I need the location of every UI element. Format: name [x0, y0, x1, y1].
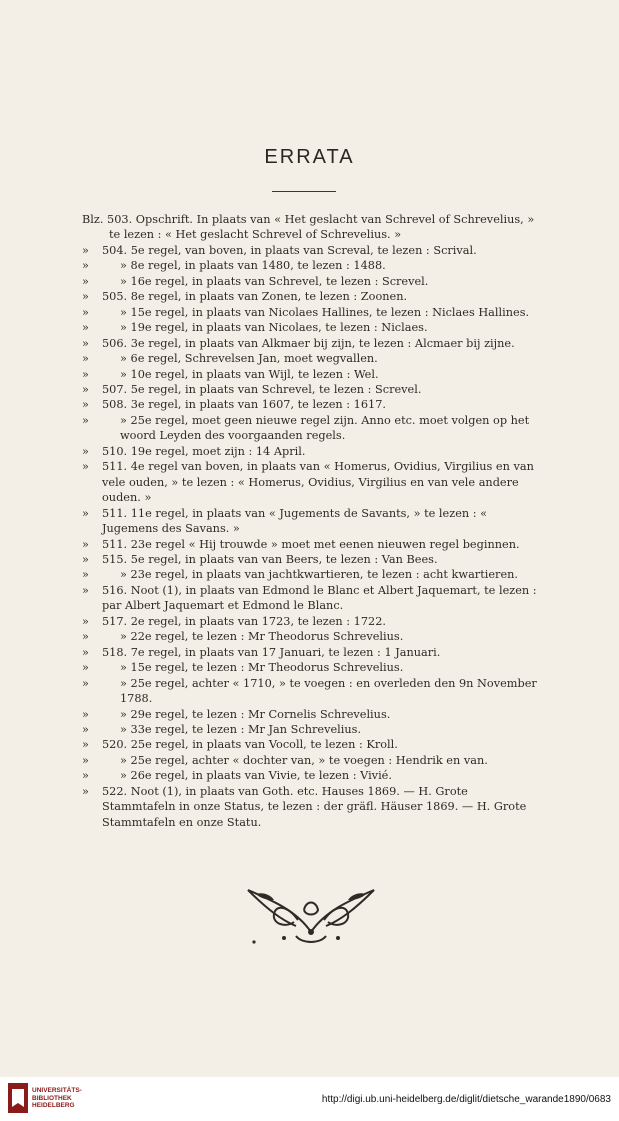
errata-entry [82, 707, 537, 722]
errata-entry [82, 506, 537, 537]
errata-entry [82, 444, 537, 459]
ditto-marker: » [82, 753, 89, 767]
source-url[interactable]: http://digi.ub.uni-heidelberg.de/diglit/dietsche_warande1890/0683 [321, 1094, 611, 1105]
errata-text: 510. 19e regel, moet zijn : 14 April. [102, 444, 306, 458]
ditto-marker: » [82, 552, 89, 566]
errata-text: 520. 25e regel, in plaats van Vocoll, te lezen : Kroll. [102, 738, 398, 752]
ditto-marker: » [82, 645, 89, 659]
errata-text: 508. 3e regel, in plaats van 1607, te lezen : 1617. [102, 398, 386, 412]
library-name: UNIVERSITÄTS- BIBLIOTHEK HEIDELBERG [32, 1087, 82, 1109]
errata-text: » 25e regel, moet geen nieuwe regel zijn. Anno etc. moet volgen op het woord Leyden des voorgaanden regels. [120, 413, 530, 443]
errata-list [82, 212, 537, 830]
ditto-marker: » [82, 537, 89, 551]
ditto-marker: » [82, 460, 89, 474]
errata-entry [82, 737, 537, 752]
errata-text: 506. 3e regel, in plaats van Alkmaer bij zijn, te lezen : Alcmaer bij zijne. [102, 336, 515, 350]
ditto-marker: » [82, 784, 89, 798]
ditto-marker: » [82, 614, 89, 628]
errata-entry [82, 583, 537, 614]
errata-text: » 25e regel, achter « dochter van, » te voegen : Hendrik en van. [120, 753, 488, 767]
errata-entry [82, 382, 537, 397]
errata-text: » 19e regel, in plaats van Nicolaes, te lezen : Niclaes. [120, 321, 428, 335]
ditto-marker: » [82, 274, 89, 288]
title-divider [272, 191, 336, 192]
ditto-marker: » [82, 321, 89, 335]
errata-text: 504. 5e regel, van boven, in plaats van Screval, te lezen : Scrival. [102, 243, 477, 257]
errata-text: 511. 4e regel van boven, in plaats van « Homerus, Ovidius, Virgilius en van vele ouden, » te lezen : « Homerus, Ovidius, Virgilius en van vele andere ouden. » [102, 460, 534, 505]
errata-text: » 33e regel, te lezen : Mr Jan Schrevelius. [120, 722, 362, 736]
ditto-marker: » [82, 444, 89, 458]
ditto-marker: » [82, 738, 89, 752]
ditto-marker: » [82, 243, 89, 257]
errata-entry [82, 336, 537, 351]
floral-ornament-icon [236, 880, 386, 950]
errata-entry [82, 320, 537, 335]
ditto-marker: » [82, 769, 89, 783]
ditto-marker: » [82, 413, 89, 427]
errata-entry [82, 645, 537, 660]
errata-entry [82, 784, 537, 830]
ditto-marker: » [82, 398, 89, 412]
errata-text: » 25e regel, achter « 1710, » te voegen : en overleden den 9n November 1788. [120, 676, 537, 706]
errata-entry [82, 397, 537, 412]
library-logo-icon [8, 1083, 28, 1113]
errata-text: » 10e regel, in plaats van Wijl, te lezen : Wel. [120, 367, 379, 381]
errata-entry [82, 552, 537, 567]
errata-entry [82, 274, 537, 289]
errata-text: » 15e regel, in plaats van Nicolaes Hallines, te lezen : Niclaes Hallines. [120, 305, 530, 319]
ditto-marker: » [82, 707, 89, 721]
errata-entry [82, 676, 537, 707]
errata-entry [82, 351, 537, 366]
errata-text: » 23e regel, in plaats van jachtkwartieren, te lezen : acht kwartieren. [120, 568, 518, 582]
ditto-marker: » [82, 336, 89, 350]
errata-entry [82, 753, 537, 768]
errata-entry [82, 258, 537, 273]
errata-text: » 29e regel, te lezen : Mr Cornelis Schrevelius. [120, 707, 391, 721]
errata-text: 517. 2e regel, in plaats van 1723, te lezen : 1722. [102, 614, 386, 628]
errata-entry [82, 243, 537, 258]
errata-text: » 6e regel, Schrevelsen Jan, moet wegvallen. [120, 352, 378, 366]
ditto-marker: » [82, 290, 89, 304]
errata-text: 507. 5e regel, in plaats van Schrevel, te lezen : Screvel. [102, 382, 422, 396]
errata-text: Blz. 503. Opschrift. In plaats van « Het geslacht van Schrevel of Schrevelius, » te lezen : « Het geslacht Schrevel of Schrevelius. » [82, 213, 535, 242]
errata-text: 511. 11e regel, in plaats van « Jugements de Savants, » te lezen : « Jugemens des Savans. » [102, 506, 488, 536]
ditto-marker: » [82, 382, 89, 396]
errata-entry [82, 537, 537, 552]
ditto-marker: » [82, 305, 89, 319]
errata-entry [82, 629, 537, 644]
errata-text: » 15e regel, te lezen : Mr Theodorus Schrevelius. [120, 661, 404, 675]
errata-entry [82, 567, 537, 582]
errata-text: 515. 5e regel, in plaats van van Beers, te lezen : Van Bees. [102, 552, 438, 566]
ditto-marker: » [82, 568, 89, 582]
ditto-marker: » [82, 676, 89, 690]
errata-entry [82, 413, 537, 444]
errata-text: » 8e regel, in plaats van 1480, te lezen : 1488. [120, 259, 386, 273]
ditto-marker: » [82, 722, 89, 736]
ditto-marker: » [82, 661, 89, 675]
errata-text: » 26e regel, in plaats van Vivie, te lezen : Vivié. [120, 769, 392, 783]
errata-text: 522. Noot (1), in plaats van Goth. etc. Hauses 1869. — H. Grote Stammtafeln in onze Status, te lezen : der gräfl. Häuser 1869. — H. Grote Stammtafeln en onze Statu. [102, 784, 527, 829]
errata-text: 518. 7e regel, in plaats van 17 Januari, te lezen : 1 Januari. [102, 645, 441, 659]
page-title: ERRATA [264, 146, 355, 168]
ditto-marker: » [82, 352, 89, 366]
ditto-marker: » [82, 259, 89, 273]
errata-entry [82, 768, 537, 783]
ditto-marker: » [82, 367, 89, 381]
errata-text: » 22e regel, te lezen : Mr Theodorus Schrevelius. [120, 630, 404, 644]
errata-entry [82, 212, 537, 243]
errata-entry [82, 660, 537, 675]
footer-bar [0, 1077, 619, 1121]
errata-text: 511. 23e regel « Hij trouwde » moet met eenen nieuwen regel beginnen. [102, 537, 520, 551]
errata-entry [82, 305, 537, 320]
errata-text: » 16e regel, in plaats van Schrevel, te lezen : Screvel. [120, 274, 429, 288]
ditto-marker: » [82, 583, 89, 597]
ditto-marker: » [82, 506, 89, 520]
errata-text: 505. 8e regel, in plaats van Zonen, te lezen : Zoonen. [102, 290, 408, 304]
errata-entry [82, 722, 537, 737]
errata-entry [82, 367, 537, 382]
errata-entry [82, 289, 537, 304]
errata-text: 516. Noot (1), in plaats van Edmond le Blanc et Albert Jaquemart, te lezen : par Albert Jaquemart et Edmond le Blanc. [102, 583, 537, 613]
ditto-marker: » [82, 630, 89, 644]
errata-entry [82, 459, 537, 505]
errata-entry [82, 614, 537, 629]
